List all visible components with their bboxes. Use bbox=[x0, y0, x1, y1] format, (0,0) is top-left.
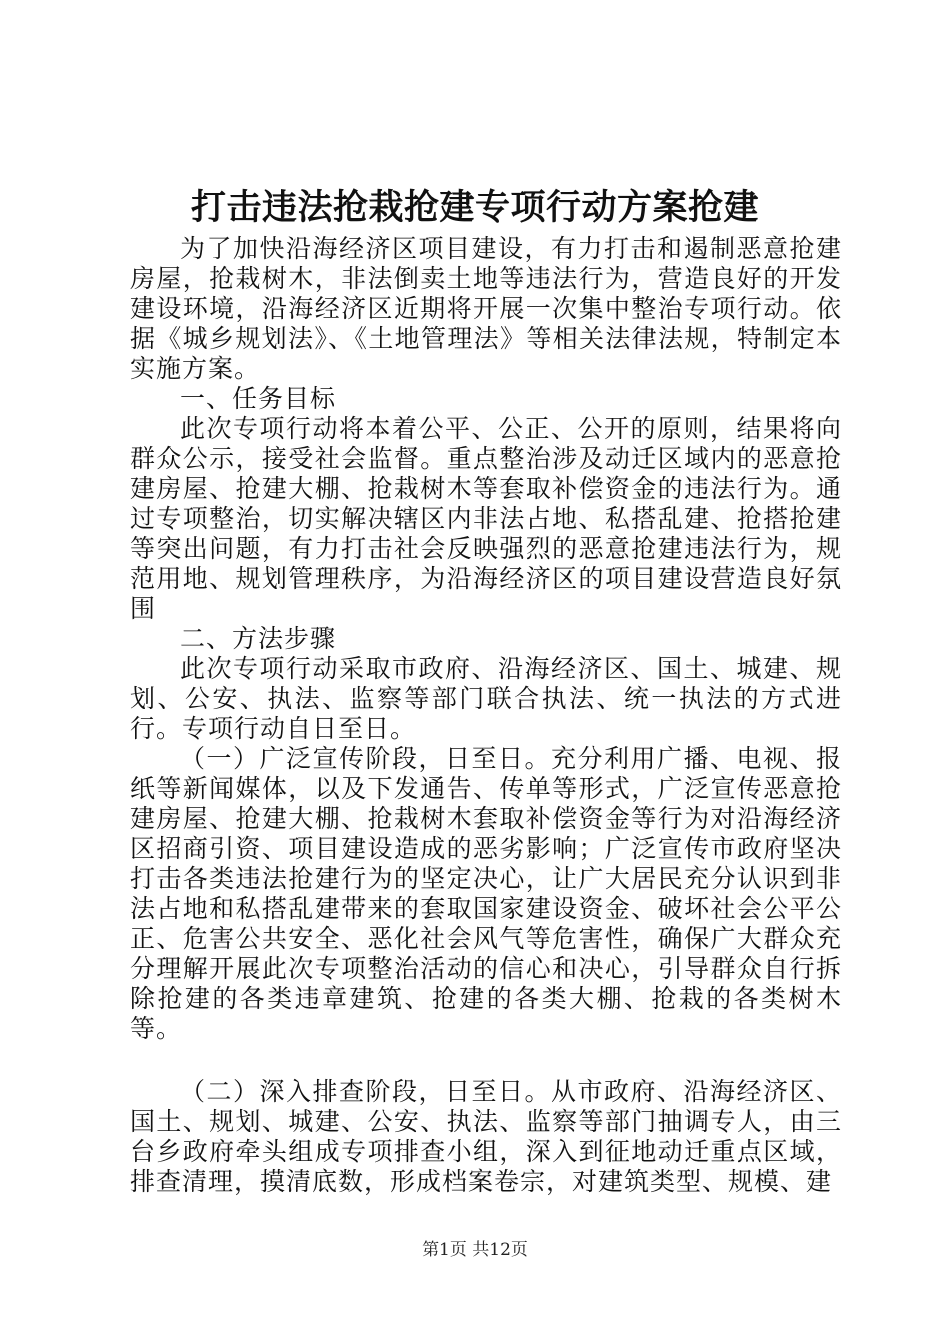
section-heading-task-goal: 一、任务目标 bbox=[180, 384, 337, 413]
section-heading-method-steps: 二、方法步骤 bbox=[180, 624, 337, 653]
method-paragraph: 此次专项行动采取市政府、沿海经济区、国土、城建、规划、公安、执法、监察等部门联合执法、统一执法的方式进行。专项行动自日至日。 bbox=[130, 654, 842, 743]
page-footer: 第1页 共12页 bbox=[422, 1240, 528, 1260]
document-body bbox=[130, 234, 842, 1197]
document-title: 打击违法抢栽抢建专项行动方案抢建 bbox=[190, 187, 759, 228]
step1-paragraph: （一）广泛宣传阶段，日至日。充分利用广播、电视、报纸等新闻媒体，以及下发通告、传单等形式，广泛宣传恶意抢建房屋、抢建大棚、抢栽树木套取补偿资金等行为对沿海经济区招商引资、项目建设造成的恶劣影响；广泛宣传市政府坚决打击各类违法抢建行为的坚定决心，让广大居民充分认识到非法占地和私搭乱建带来的套取国家建设资金、破坏社会公平公正、危害公共安全、恶化社会风气等危害性，确保广大群众充分理解开展此次专项整治活动的信心和决心，引导群众自行拆除抢建的各类违章建筑、抢建的各类大棚、抢栽的各类树木等。 bbox=[130, 744, 842, 1043]
paragraph-gap bbox=[130, 1044, 842, 1077]
step2-paragraph: （二）深入排查阶段，日至日。从市政府、沿海经济区、国土、规划、城建、公安、执法、监察等部门抽调专人，由三台乡政府牵头组成专项排查小组，深入到征地动迁重点区域，排查清理，摸清底数，形成档案卷宗，对建筑类型、规模、建 bbox=[130, 1077, 842, 1196]
intro-paragraph: 为了加快沿海经济区项目建设，有力打击和遏制恶意抢建房屋，抢栽树木，非法倒卖土地等违法行为，营造良好的开发建设环境，沿海经济区近期将开展一次集中整治专项行动。依据《城乡规划法》、《土地管理法》等相关法律法规，特制定本实施方案。 bbox=[130, 234, 842, 383]
goal-paragraph: 此次专项行动将本着公平、公正、公开的原则，结果将向群众公示，接受社会监督。重点整治涉及动迁区域内的恶意抢建房屋、抢建大棚、抢栽树木等套取补偿资金的违法行为。通过专项整治，切实解决辖区内非法占地、私搭乱建、抢搭抢建等突出问题，有力打击社会反映强烈的恶意抢建违法行为，规范用地、规划管理秩序，为沿海经济区的项目建设营造良好氛围 bbox=[130, 414, 842, 623]
